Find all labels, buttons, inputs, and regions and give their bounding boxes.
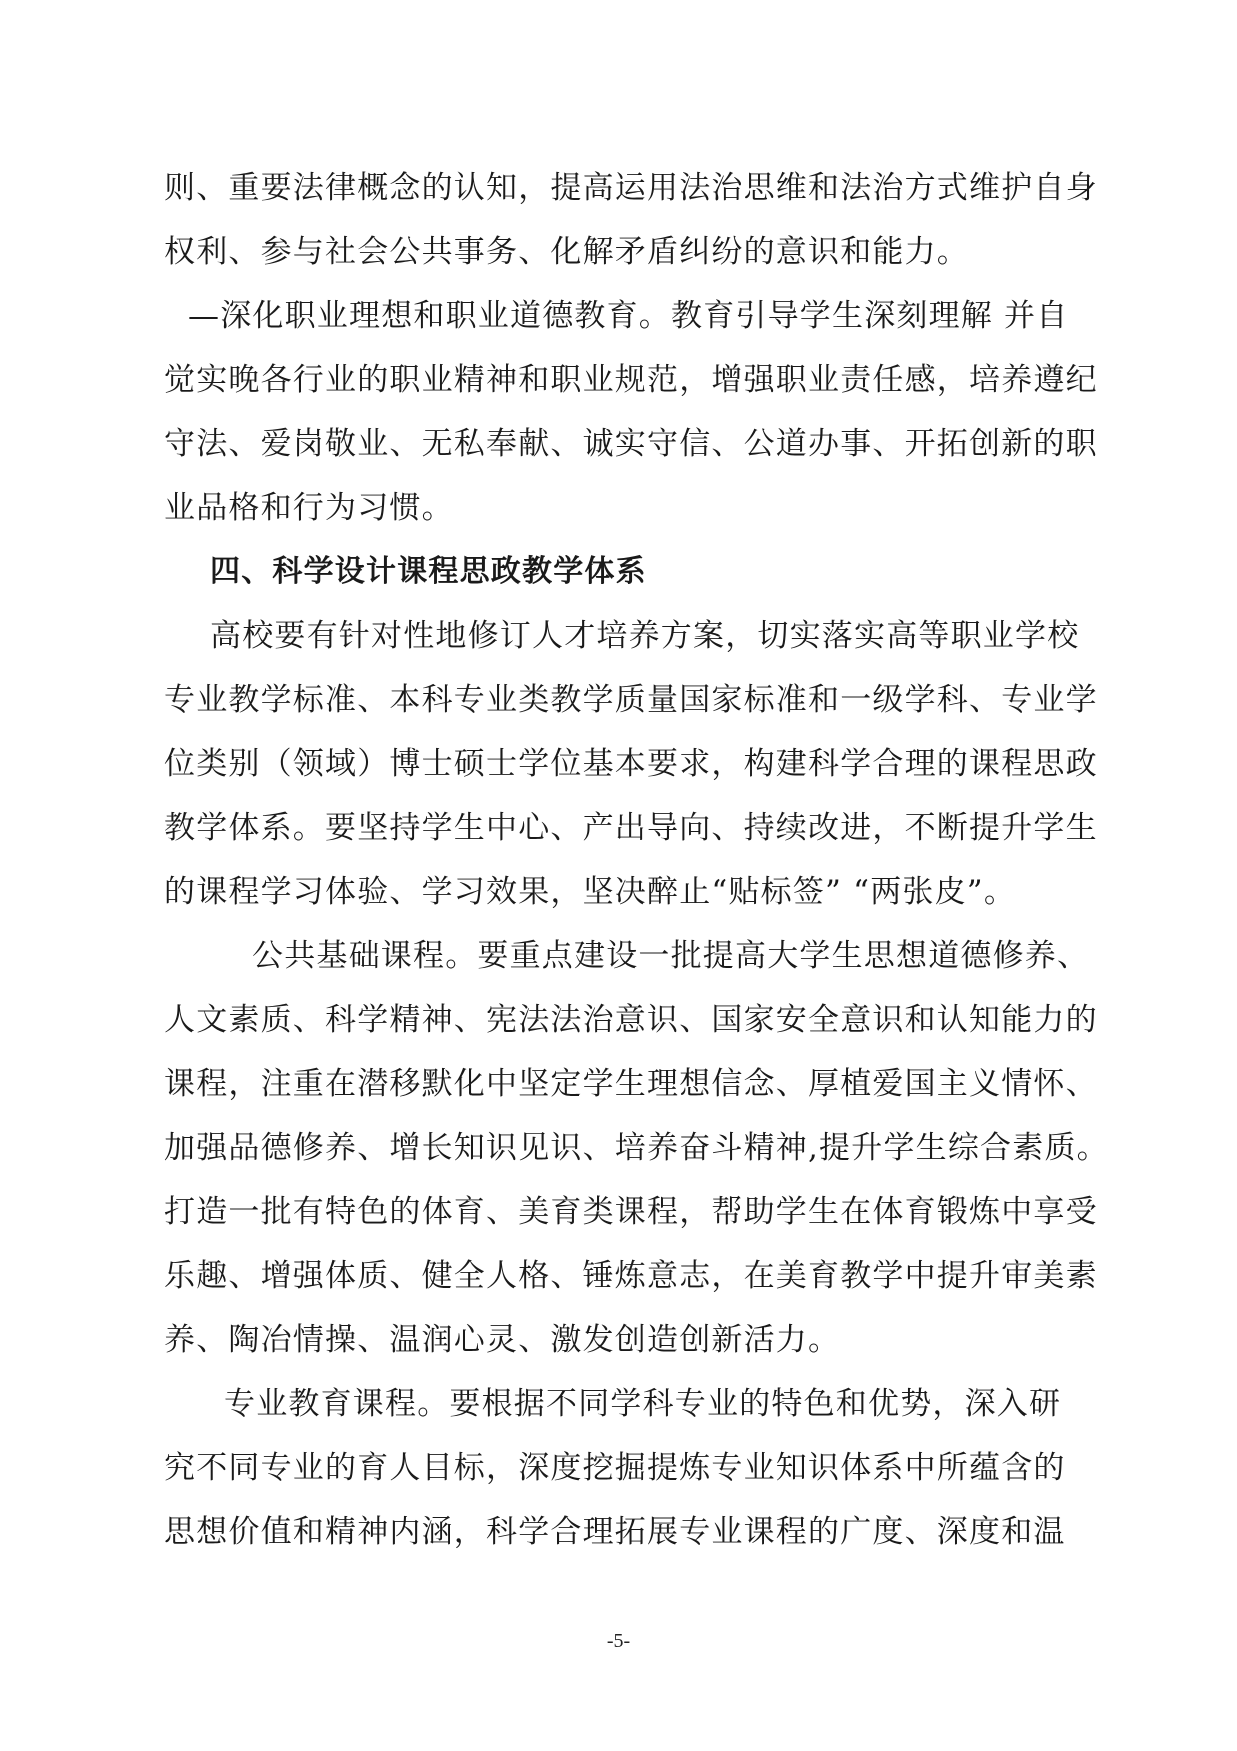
- text-line: 觉实晚各行业的职业精神和职业规范，增强职业责任感，培养遵纪: [164, 362, 1098, 398]
- text-line: 公共基础课程。要重点建设一批提高大学生思想道德修养、: [252, 938, 1090, 974]
- text-line: 思想价值和精神内涵，科学合理拓展专业课程的广度、深度和温: [164, 1514, 1066, 1550]
- text-line: 课程，注重在潜移默化中坚定学生理想信念、厚植爱国主义情怀、: [164, 1066, 1098, 1102]
- text-line: 则、重要法律概念的认知，提高运用法治思维和法治方式维护自身: [164, 170, 1098, 206]
- text-line: 的课程学习体验、学习效果，坚决醉止“贴标签” “两张皮”。: [164, 874, 1017, 910]
- text-line: 人文素质、科学精神、宪法法治意识、国家安全意识和认知能力的: [164, 1002, 1098, 1038]
- text-line: 加强品德修养、增长知识见识、培养奋斗精神,提升学生综合素质。: [164, 1130, 1109, 1166]
- text-line: 高校要有针对性地修订人才培养方案，切实落实高等职业学校: [210, 618, 1080, 654]
- text-line: 业品格和行为习惯。: [164, 490, 454, 526]
- text-line: 位类别（领域）博士硕士学位基本要求，构建科学合理的课程思政: [164, 746, 1098, 782]
- text-line: 守法、爱岗敬业、无私奉献、诚实守信、公道办事、开拓创新的职: [164, 426, 1098, 462]
- text-line: —深化职业理想和职业道德教育。教育引导学生深刻理解 并自: [188, 298, 1069, 334]
- section-heading: 四、科学设计课程思政教学体系: [210, 554, 647, 589]
- page-number: -5-: [606, 1630, 631, 1652]
- text-line: 乐趣、增强体质、健全人格、锤炼意志，在美育教学中提升审美素: [164, 1258, 1098, 1294]
- text-line: 权利、参与社会公共事务、化解矛盾纠纷的意识和能力。: [164, 234, 969, 270]
- text-line: 养、陶冶情操、温润心灵、激发创造创新活力。: [164, 1322, 841, 1358]
- text-line: 打造一批有特色的体育、美育类课程，帮助学生在体育锻炼中享受: [164, 1194, 1098, 1230]
- text-line: 专业教学标准、本科专业类教学质量国家标准和一级学科、专业学: [164, 682, 1098, 718]
- text-line: 教学体系。要坚持学生中心、产出导向、持续改进，不断提升学生: [164, 810, 1098, 846]
- text-line: 专业教育课程。要根据不同学科专业的特色和优势，深入研: [224, 1386, 1062, 1422]
- text-line: 究不同专业的育人目标，深度挖掘提炼专业知识体系中所蕴含的: [164, 1450, 1066, 1486]
